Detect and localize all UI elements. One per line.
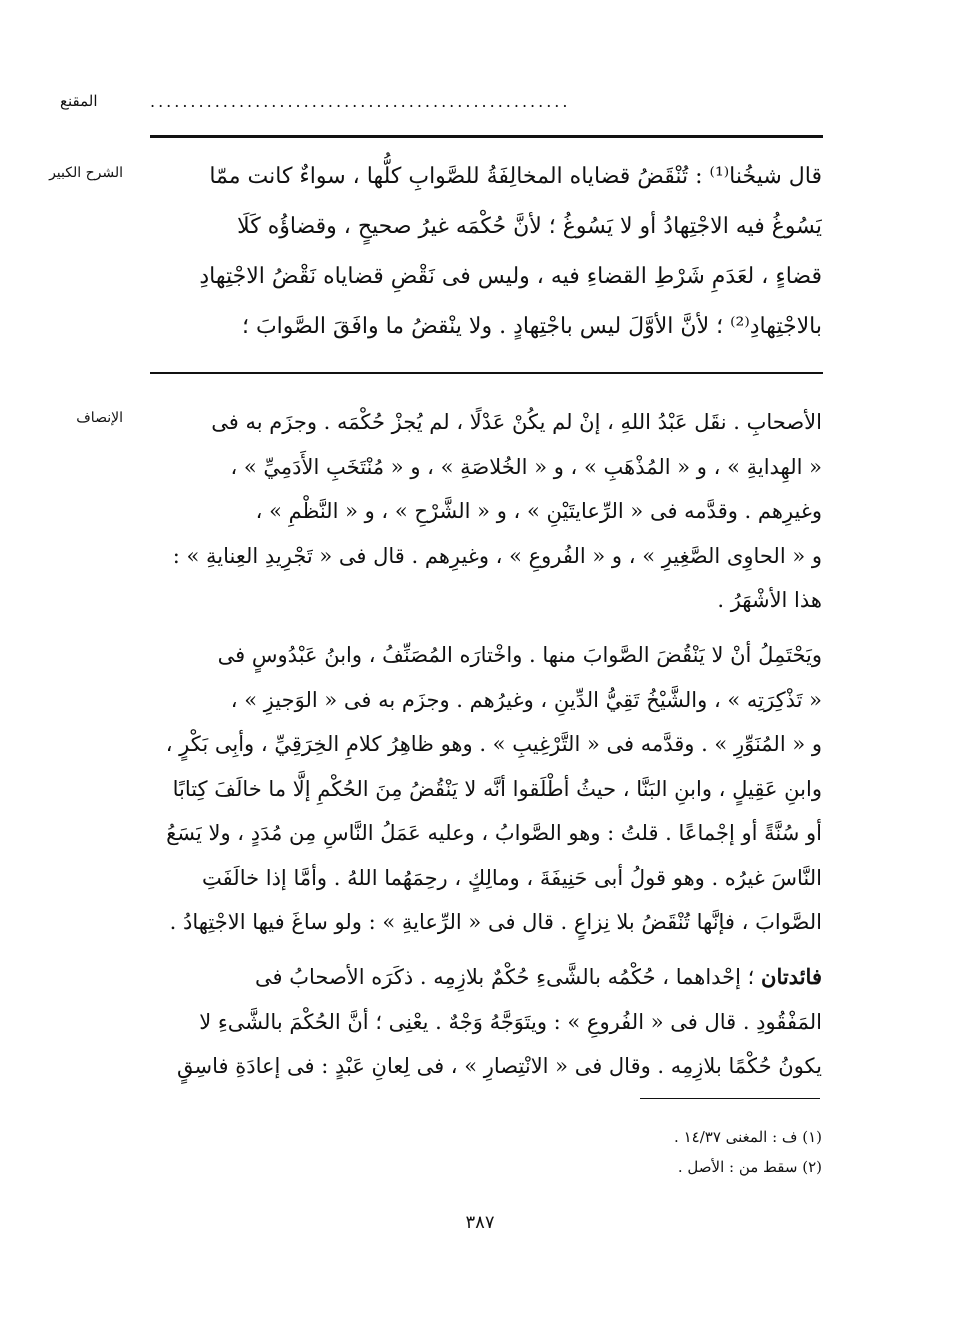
text-line: و « المُنَوِّرِ » . وقدَّمه فى « التَّرْغِيبِ » . وهو ظاهِرُ كلامِ الخِرَقِيِّ ، وأبِى بَكْرٍ ، (165, 732, 822, 756)
section-label-insaf: الإنصاف (76, 410, 123, 426)
book-title: المقنع (60, 92, 98, 110)
text-line: أو سُنَّةً أو إجْماعًا . قلتُ : وهو الصَّوابُ ، وعليه عَمَلُ النَّاسِ مِن مُدَدٍ ، ولا يَسَعُ (166, 821, 822, 845)
insaf-paragraph-2 (150, 633, 822, 945)
text-run: ؛ إحْداهما ، حُكْمُه بالشَّىءِ حُكْمٌ بلازِمِه . ذكَرَه الأصحابُ فى (255, 965, 762, 989)
footnote-2: (٢) سقط من : الأصل . (677, 1158, 822, 1176)
text-line: قضاءٍ ، لعَدَمِ شَرْطِ القضاءِ فيه ، وليس فى نَقْضِ قضاياه نَقْضُ الاجْتِهادِ (199, 264, 822, 289)
text-line: « الهِدايةِ » ، و « المُذْهَبِ » ، و « الخُلاصَةِ » ، و « مُنْتَخَبِ الأَدَمِيِّ » ، (230, 454, 822, 479)
text-line: المَفْقُودِ . قال فى « الفُروعِ » : ويتَوَجَّهُ وَجْهٌ . يعْنِى ؛ أنَّ الحُكْمَ بالشَّىءِ لا (199, 1009, 822, 1034)
section-label-sharh: الشرح الكبير (49, 165, 123, 181)
text-line: « تَذْكِرَتِه » ، والشَّيْخُ تَقِيُّ الدِّينِ ، وغيرُهم . وجزَم به فى « الوَجيزِ » ، (230, 687, 822, 712)
text-line: ويَحْتَمِلُ أنْ لا يَنْقُضَ الصَّوابَ منها . واخْتارَه المُصَنِّفُ ، وابنُ عَبْدُوسٍ فى (217, 643, 822, 667)
insaf-paragraph-1 (150, 400, 822, 623)
text-line: و « الحاوِى الصَّغِيرِ » ، و « الفُروعِ » ، وغيرِهم . قال فى « تَجْرِيدِ العِنايةِ » : (172, 543, 822, 568)
footnote-rule (640, 1098, 820, 1099)
section-divider (150, 372, 823, 374)
text-line: الأصحابِ . نقَل عَبْدُ اللهِ ، إنْ لم يكُنْ عَدْلًا ، لم يُجزْ حُكْمَه . وجزَم به فى (211, 410, 822, 434)
text-line: يكونُ حُكْمًا بلازِمِه . وقال فى « الانْتِصارِ » ، فى لِعانِ عَبْدٍ : فى إعادَةِ فاسِقٍ (177, 1054, 822, 1078)
footnotes (500, 1122, 822, 1182)
text-line: يَسُوغُ فيه الاجْتِهادُ أو لا يَسُوغُ ؛ لأنَّ حُكْمَه غيرُ صحيحٍ ، وقضاؤُه كَلَا (237, 214, 822, 239)
text-line: هذا الأشْهَرُ . (717, 588, 822, 612)
text-line: وابنِ عَقِيلٍ ، وابنِ البَنَّا ، حيثُ أطْلَقوا أنَّه لا يَنْقُضُ مِنَ الحُكْمِ إلَّا ما خالَفَ كِتابًا (172, 776, 822, 801)
header-rule (150, 135, 823, 138)
text-line: وغيرِهم . وقدَّمه فى « الرِّعايتَيْنِ » ، و « الشَّرْحِ » ، و « النَّظْمِ » ، (255, 499, 822, 523)
header-dotted-leader: .................................................... (150, 92, 571, 111)
page-number: ٣٨٧ (465, 1212, 495, 1233)
text-line (150, 955, 822, 1000)
text-line: بالاجْتِهادِ⁽²⁾ ؛ لأنَّ الأوَّلَ ليس باجْتِهادٍ . ولا ينْقضُ ما وافَقَ الصَّوابَ ؛ (241, 314, 822, 339)
footnote-1: (١) ف : المغنى ١٤/٣٧ . (674, 1128, 822, 1146)
text-line: الصَّوابَ ، فإنَّها تُنْقَضُ بلا نِزاعٍ . قال فى « الرِّعايةِ » : ولو ساغَ فيها الاجْتِهادُ . (169, 910, 822, 934)
sharh-text-block (150, 152, 822, 352)
text-line: النَّاسَ غيرُه . وهو قولُ أبى حَنِيفَةَ ، ومالِكٍ ، رحِمَهُما اللهُ . وأمَّا إذا خالَفَتِ (202, 865, 822, 890)
text-line: قال شيخُنا⁽¹⁾ : تُنْقَضُ قضاياه المخالِفَةُ للصَّوابِ كلُّها ، سواءٌ كانت ممّا (209, 164, 822, 189)
paragraph-heading: فائدتان (761, 964, 822, 989)
insaf-paragraph-3 (150, 955, 822, 1089)
